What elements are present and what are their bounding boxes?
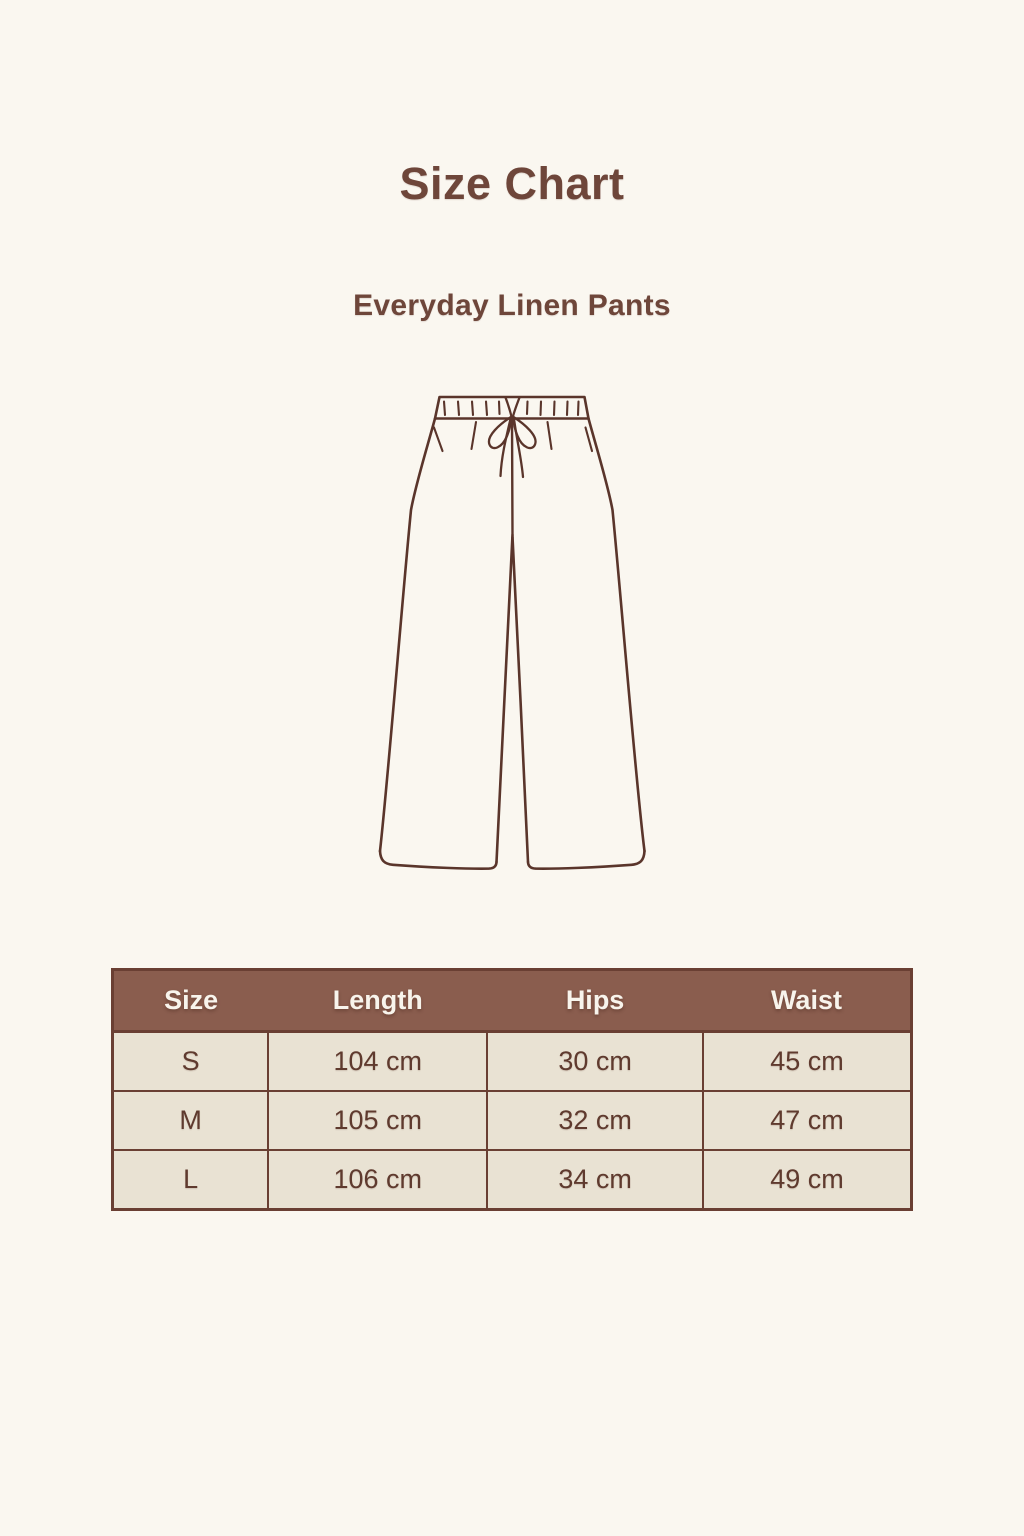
size-table-body xyxy=(113,1032,912,1210)
header-row xyxy=(113,970,912,1032)
right-leg-outline xyxy=(513,419,645,869)
table-row-s xyxy=(113,1032,912,1092)
product-name: Everyday Linen Pants xyxy=(353,288,671,322)
column-header-size: Size xyxy=(113,970,269,1032)
cell-waist: 49 cm xyxy=(703,1150,912,1210)
size-chart-table xyxy=(111,968,913,1211)
cell-hips: 32 cm xyxy=(487,1091,703,1150)
cell-length: 106 cm xyxy=(268,1150,487,1210)
left-leg-outline xyxy=(380,419,513,869)
cell-size: S xyxy=(113,1032,269,1092)
cell-size: L xyxy=(113,1150,269,1210)
cell-length: 104 cm xyxy=(268,1032,487,1092)
column-header-waist: Waist xyxy=(703,970,912,1032)
page-title: Size Chart xyxy=(399,158,625,210)
cell-waist: 45 cm xyxy=(703,1032,912,1092)
cell-hips: 30 cm xyxy=(487,1032,703,1092)
cell-hips: 34 cm xyxy=(487,1150,703,1210)
column-header-hips: Hips xyxy=(487,970,703,1032)
table-row-l xyxy=(113,1150,912,1210)
pants-line-drawing xyxy=(362,385,662,880)
cell-waist: 47 cm xyxy=(703,1091,912,1150)
size-table-header xyxy=(113,970,912,1032)
center-seam xyxy=(512,418,513,535)
cell-size: M xyxy=(113,1091,269,1150)
table-row-m xyxy=(113,1091,912,1150)
cell-length: 105 cm xyxy=(268,1091,487,1150)
column-header-length: Length xyxy=(268,970,487,1032)
